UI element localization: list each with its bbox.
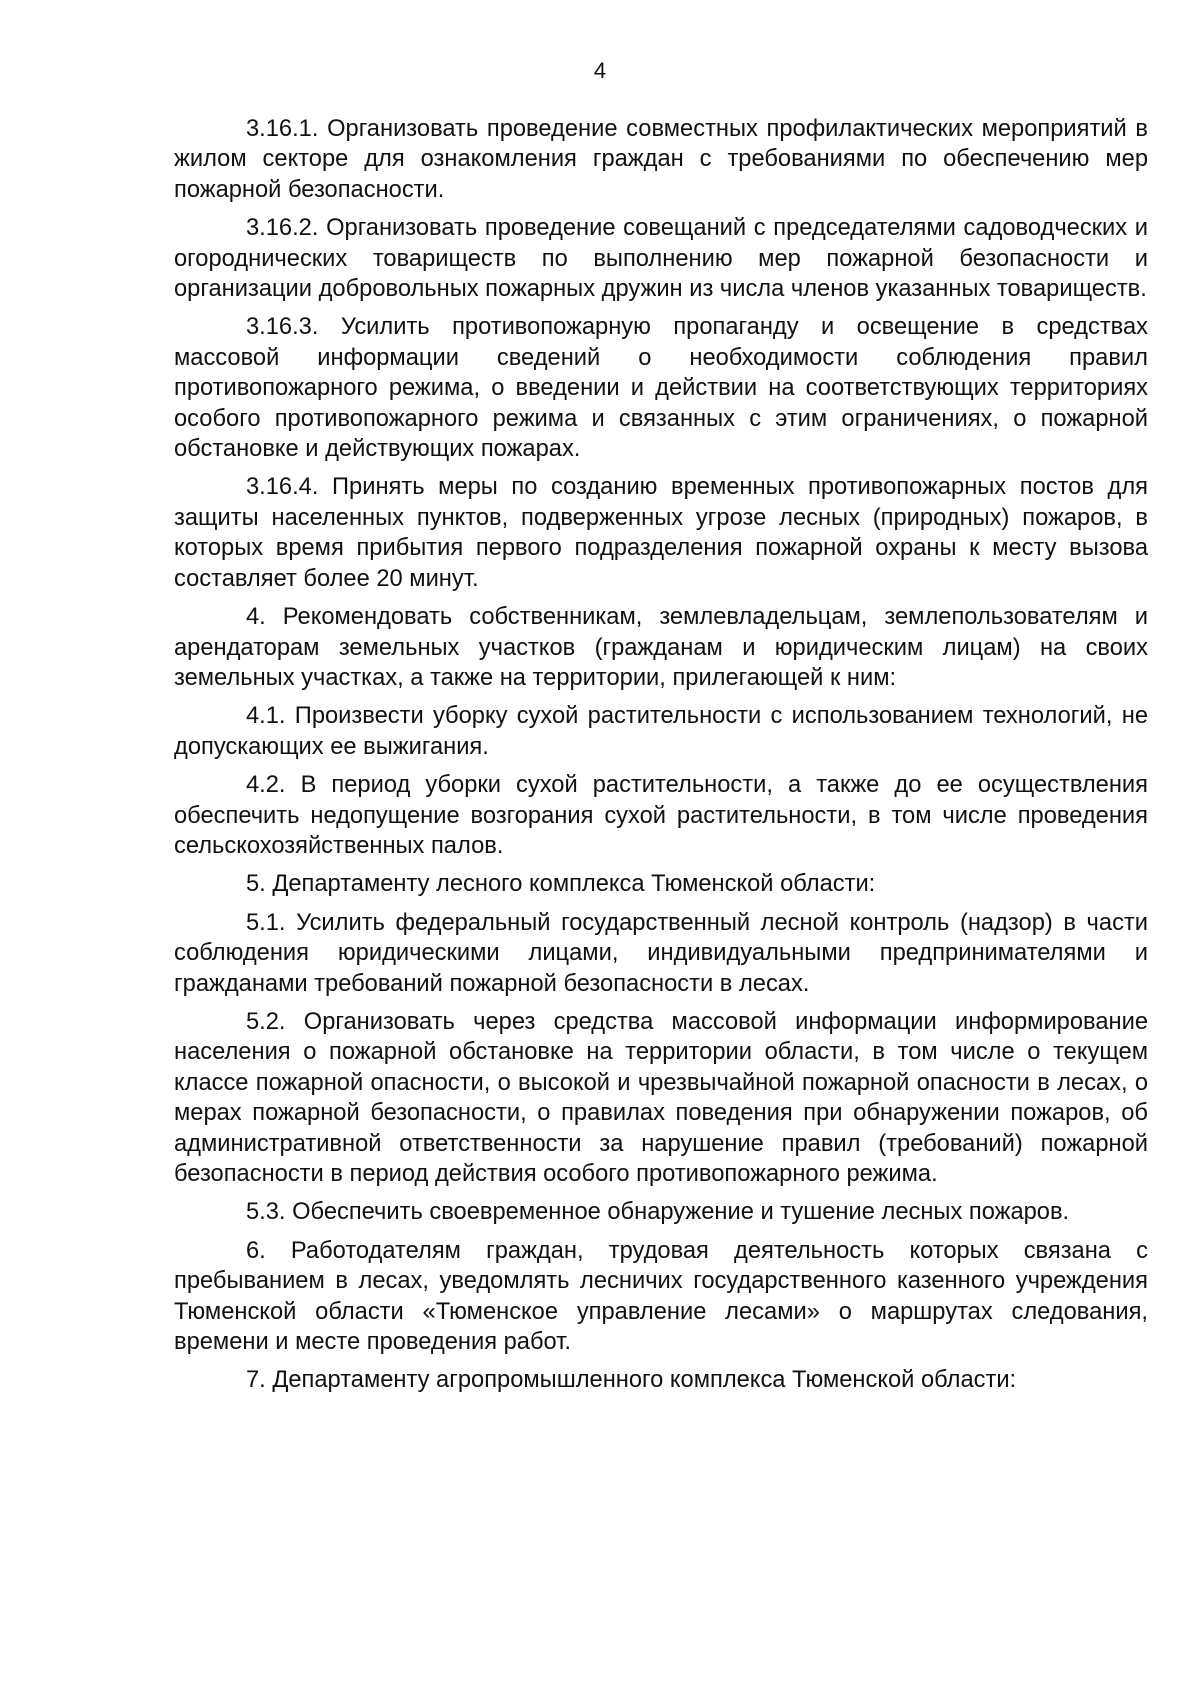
paragraph-4-2: 4.2. В период уборки сухой растительности, а также до ее осуществления обеспечить недопущение возгорания сухой растительности, в том числе проведения сельскохозяйственных палов. bbox=[174, 772, 1148, 859]
paragraph-5: 5. Департаменту лесного комплекса Тюменской области: bbox=[246, 871, 876, 898]
page-number: 4 bbox=[593, 58, 607, 83]
document-body bbox=[174, 114, 1148, 1404]
paragraph-3-16-4: 3.16.4. Принять меры по созданию временных противопожарных постов для защиты населенных пунктов, подверженных угрозе лесных (природных) пожаров, в которых время прибытия первого подразделения пожарной охраны к месту вызова составляет более 20 минут. bbox=[174, 474, 1148, 592]
paragraph-3-16-2: 3.16.2. Организовать проведение совещаний с председателями садоводческих и огороднических товариществ по выполнению мер пожарной безопасности и организации добровольных пожарных дружин из числа членов указанных товариществ. bbox=[174, 215, 1148, 303]
paragraph-3-16-1: 3.16.1. Организовать проведение совместных профилактических мероприятий в жилом секторе для ознакомления граждан с требованиями по обеспечению мер пожарной безопасности. bbox=[174, 116, 1148, 203]
paragraph-4: 4. Рекомендовать собственникам, землевладельцам, землепользователям и арендаторам земельных участков (гражданам и юридическим лицам) на своих земельных участках, а также на территории, прилегающей к ним: bbox=[174, 604, 1148, 691]
paragraph-4-1: 4.1. Произвести уборку сухой растительности с использованием технологий, не допускающих ее выжигания. bbox=[174, 703, 1148, 760]
paragraph-5-1: 5.1. Усилить федеральный государственный лесной контроль (надзор) в части соблюдения юридическими лицами, индивидуальными предпринимателями и гражданами требований пожарной безопасности в лесах. bbox=[174, 909, 1148, 997]
paragraph-5-2: 5.2. Организовать через средства массовой информации информирование населения о пожарной обстановке на территории области, в том числе о текущем классе пожарной опасности, о высокой и чрезвычайной пожарной опасности в лесах, о мерах пожарной безопасности, о правилах поведения при обнаружении пожаров, об административной ответственности за нарушение правил (требований) пожарной безопасности в период действия особого противопожарного режима. bbox=[174, 1008, 1148, 1187]
paragraph-7: 7. Департаменту агропромышленного комплекса Тюменской области: bbox=[246, 1367, 1017, 1394]
paragraph-5-3: 5.3. Обеспечить своевременное обнаружение и тушение лесных пожаров. bbox=[246, 1199, 1070, 1226]
paragraph-6: 6. Работодателям граждан, трудовая деятельность которых связана с пребыванием в лесах, уведомлять лесничих государственного казенного учреждения Тюменской области «Тюменское управление лесами» о маршрутах следования, времени и месте проведения работ. bbox=[174, 1237, 1148, 1356]
paragraph-3-16-3: 3.16.3. Усилить противопожарную пропаганду и освещение в средствах массовой информации сведений о необходимости соблюдения правил противопожарного режима, о введении и действии на соответствующих территориях особого противопожарного режима и связанных с этим ограничениях, о пожарной обстановке и действующих пожарах. bbox=[174, 314, 1148, 463]
